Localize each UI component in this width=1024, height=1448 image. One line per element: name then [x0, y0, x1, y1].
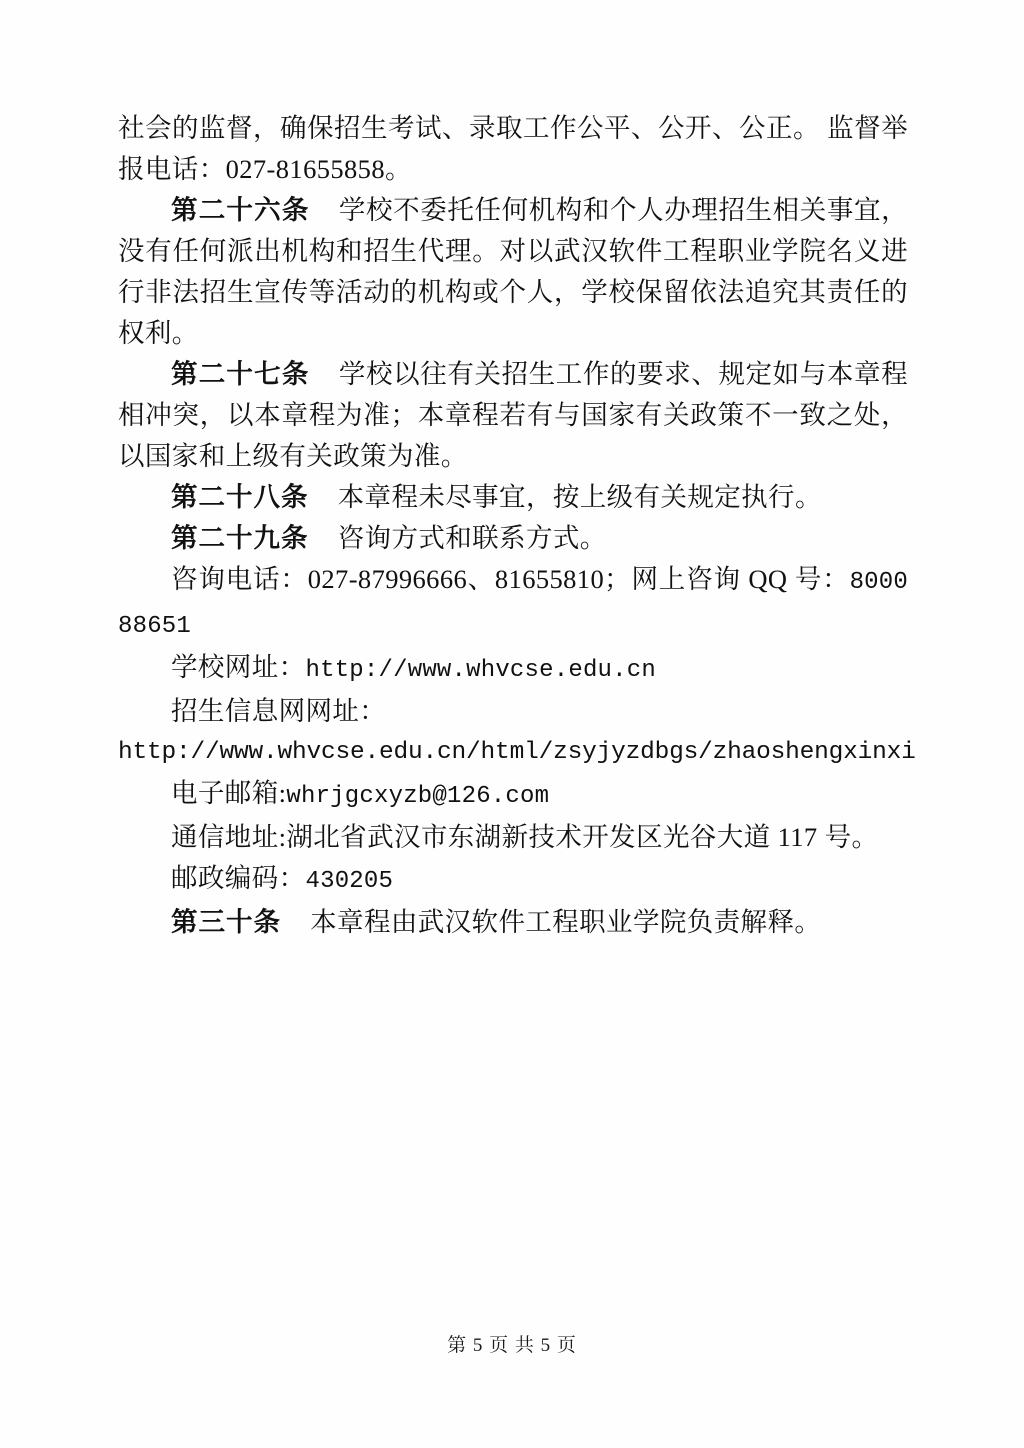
email-value[interactable]: whrjgcxyzb@126.com [286, 783, 550, 810]
contact-email-line [118, 773, 908, 817]
contact-address-line [118, 817, 908, 858]
school-site-label: 学校网址： [171, 652, 306, 682]
address-value: 湖北省武汉市东湖新技术开发区光谷大道 117 号。 [286, 822, 879, 852]
article-heading: 第二十八条 [171, 482, 309, 512]
postcode-label: 邮政编码： [171, 863, 306, 893]
article-heading: 第二十七条 [171, 359, 310, 389]
paragraph-text: 咨询方式和联系方式。 [337, 523, 607, 553]
paragraph-text: 本章程由武汉软件工程职业学院负责解释。 [310, 907, 822, 937]
paragraph-text: 本章程未尽事宜，按上级有关规定执行。 [337, 482, 822, 512]
page-footer: 第 5 页 共 5 页 [447, 1335, 577, 1356]
paragraph-article-30 [118, 902, 908, 943]
paragraph-text: 社会的监督，确保招生考试、录取工作公平、公开、公正。 监督举报电话：027-81655858。 [118, 113, 908, 184]
contact-phone-line [118, 559, 908, 647]
paragraph-text: 学校以往有关招生工作的要求、规定如与本章程相冲突，以本章程为准；本章程若有与国家有关政策不一致之处，以国家和上级有关政策为准。 [118, 359, 909, 471]
contact-postcode-line [118, 858, 908, 902]
admission-site-url[interactable]: http://www.whvcse.edu.cn/html/zsyjyzdbgs/zhaoshengxinxi [118, 739, 916, 766]
contact-admission-site-url-line [118, 732, 916, 773]
article-heading: 第二十六条 [171, 195, 310, 225]
paragraph-text: 学校不委托任何机构和个人办理招生相关事宜，没有任何派出机构和招生代理。对以武汉软件工程职业学院名义进行非法招生宣传等活动的机构或个人，学校保留依法追究其责任的权利。 [118, 195, 909, 348]
admission-site-label: 招生信息网网址： [171, 696, 387, 726]
contact-school-site-line [118, 647, 908, 691]
paragraph-article-27 [118, 354, 908, 477]
contact-admission-site-label-line [118, 691, 908, 732]
school-site-url[interactable]: http://www.whvcse.edu.cn [305, 657, 656, 684]
article-heading: 第二十九条 [171, 523, 309, 553]
postcode-value: 430205 [305, 868, 394, 895]
address-label: 通信地址: [171, 822, 287, 852]
phone-label: 咨询电话：027-87996666、81655810；网上咨询 QQ 号： [171, 564, 850, 594]
document-body [118, 108, 916, 943]
email-label: 电子邮箱: [171, 778, 287, 808]
paragraph-article-26 [118, 190, 908, 354]
paragraph-article-29 [118, 518, 908, 559]
article-heading: 第三十条 [171, 907, 281, 937]
qq-number: 800088651 [118, 569, 908, 640]
paragraph-article-28 [118, 477, 908, 518]
paragraph-supervision [118, 108, 908, 190]
